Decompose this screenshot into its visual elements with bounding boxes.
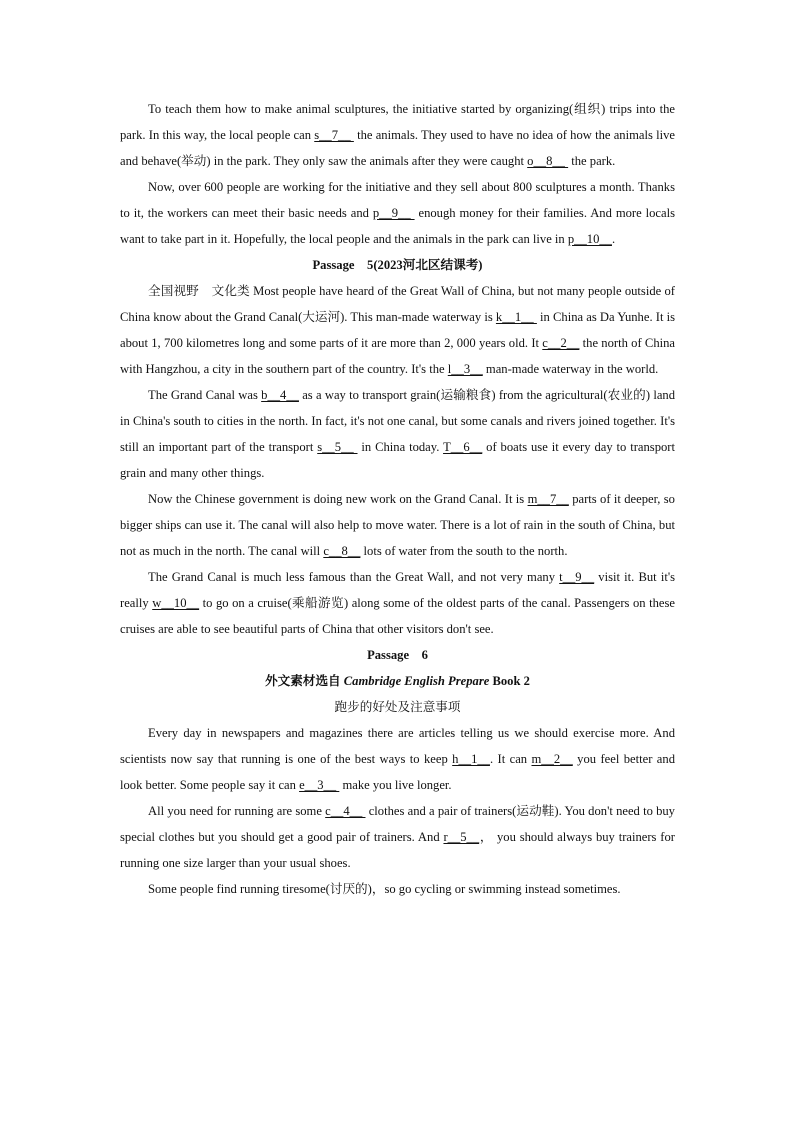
text-run: To teach them how to make animal sculptures, the initiative started by organizing(组织) trips into the park. In this way, the local people can [120, 102, 675, 142]
paragraph [120, 382, 675, 486]
passage-5-title: Passage 5(2023河北区结课考) [312, 258, 483, 272]
text-run: to go on a cruise(乘船游览) along some of the oldest parts of the canal. Passengers on these cruises are able to see beautiful parts of China that other visitors don't see. [120, 596, 675, 636]
text-run: make you live longer. [339, 778, 452, 792]
answer-blank: s__7__ [314, 128, 354, 142]
answer-blank: h__1__ [452, 752, 490, 766]
paragraph [120, 278, 675, 382]
paragraph [120, 564, 675, 642]
text-run: The Grand Canal was [148, 388, 262, 402]
text-run: in China today. [357, 440, 444, 454]
answer-blank: m__2__ [531, 752, 573, 766]
passage-6-subtitle: 跑步的好处及注意事项 [334, 700, 461, 714]
passage-6-title: Passage 6 [367, 648, 428, 662]
source-suffix: Book 2 [489, 674, 530, 688]
text-run: as a way to transport grain(运输粮食) from the agricultural(农业的) land in China's south to cities in the north. In fact, it's not one canal, but some canals and rivers joined together. It's still an important part of the transport [120, 388, 676, 454]
text-run: The Grand Canal is much less famous than the Great Wall, and not very many [148, 570, 560, 584]
answer-blank: r__5__ [443, 830, 480, 844]
passage-6-source [120, 668, 675, 694]
text-run: the park. [568, 154, 616, 168]
text-run: ， you should always buy trainers for running one size larger than your usual shoes. [120, 830, 675, 870]
text-run: the north of China with Hangzhou, a city in the southern part of the country. It's the [120, 336, 676, 376]
text-run: clothes and a pair of trainers(运动鞋). You don't need to buy special clothes but you should get a good pair of trainers. And [120, 804, 675, 844]
paragraph [120, 96, 675, 174]
paragraph [120, 876, 675, 902]
answer-blank: c__8__ [323, 544, 361, 558]
answer-blank: t__9__ [559, 570, 595, 584]
answer-blank: b__4__ [261, 388, 299, 402]
document-page [120, 96, 675, 902]
answer-blank: T__6__ [443, 440, 483, 454]
answer-blank: c__2__ [542, 336, 580, 350]
text-run: Some people find running tiresome(讨厌的)，so go cycling or swimming instead sometimes. [148, 882, 621, 896]
source-book-title: Cambridge English Prepare [343, 674, 490, 688]
text-run: the animals. They used to have no idea of how the animals live and behave(举动) in the park. They only saw the animals after they were caught [120, 128, 675, 168]
text-run: in China as Da Yunhe. It is about 1, 700 kilometres long and some parts of it are more than 2, 000 years old. It [120, 310, 676, 350]
text-run: you feel better and look better. Some people say it can [120, 752, 675, 792]
text-run: Now the Chinese government is doing new work on the Grand Canal. It is [148, 492, 528, 506]
answer-blank: c__4__ [325, 804, 366, 818]
text-run: Now, over 600 people are working for the initiative and they sell about 800 sculptures a month. Thanks to it, the workers can meet their basic needs and [120, 180, 675, 220]
text-run: parts of it deeper, so bigger ships can use it. The canal will also help to move water. There is a lot of rain in the south of China, but not as much in the north. The canal will [120, 492, 675, 558]
paragraph [120, 720, 675, 798]
text-run: All you need for running are some [148, 804, 326, 818]
source-prefix: 外文素材选自 [265, 674, 344, 688]
text-run: visit it. But it's really [120, 570, 675, 610]
answer-blank: s__5__ [317, 440, 358, 454]
text-run: Every day in newspapers and magazines there are articles telling us we should exercise more. And scientists now say that running is one of the best ways to keep [120, 726, 675, 766]
answer-blank: w__10__ [152, 596, 200, 610]
paragraph [120, 174, 675, 252]
answer-blank: o__8__ [527, 154, 569, 168]
text-run: lots of water from the south to the north. [360, 544, 568, 558]
answer-blank: m__7__ [527, 492, 569, 506]
answer-blank: p__9__ [372, 206, 415, 220]
text-run: of boats use it every day to transport grain and many other things. [120, 440, 675, 480]
paragraph [120, 798, 675, 876]
text-run: enough money for their families. And more locals want to take part in it. Hopefully, the local people and the animals in the park can live in [120, 206, 675, 246]
text-run: 全国视野 文化类 Most people have heard of the Great Wall of China, but not many people outside of China know about the Grand Canal(大运河). This man-made waterway is [120, 284, 675, 324]
answer-blank: p__10__ [567, 232, 612, 246]
answer-blank: l__3__ [447, 362, 483, 376]
answer-blank: k__1__ [495, 310, 537, 324]
answer-blank: e__3__ [299, 778, 340, 792]
text-run: . [611, 232, 616, 246]
text-run: man-made waterway in the world. [482, 362, 659, 376]
paragraph [120, 486, 675, 564]
text-run: . It can [489, 752, 532, 766]
